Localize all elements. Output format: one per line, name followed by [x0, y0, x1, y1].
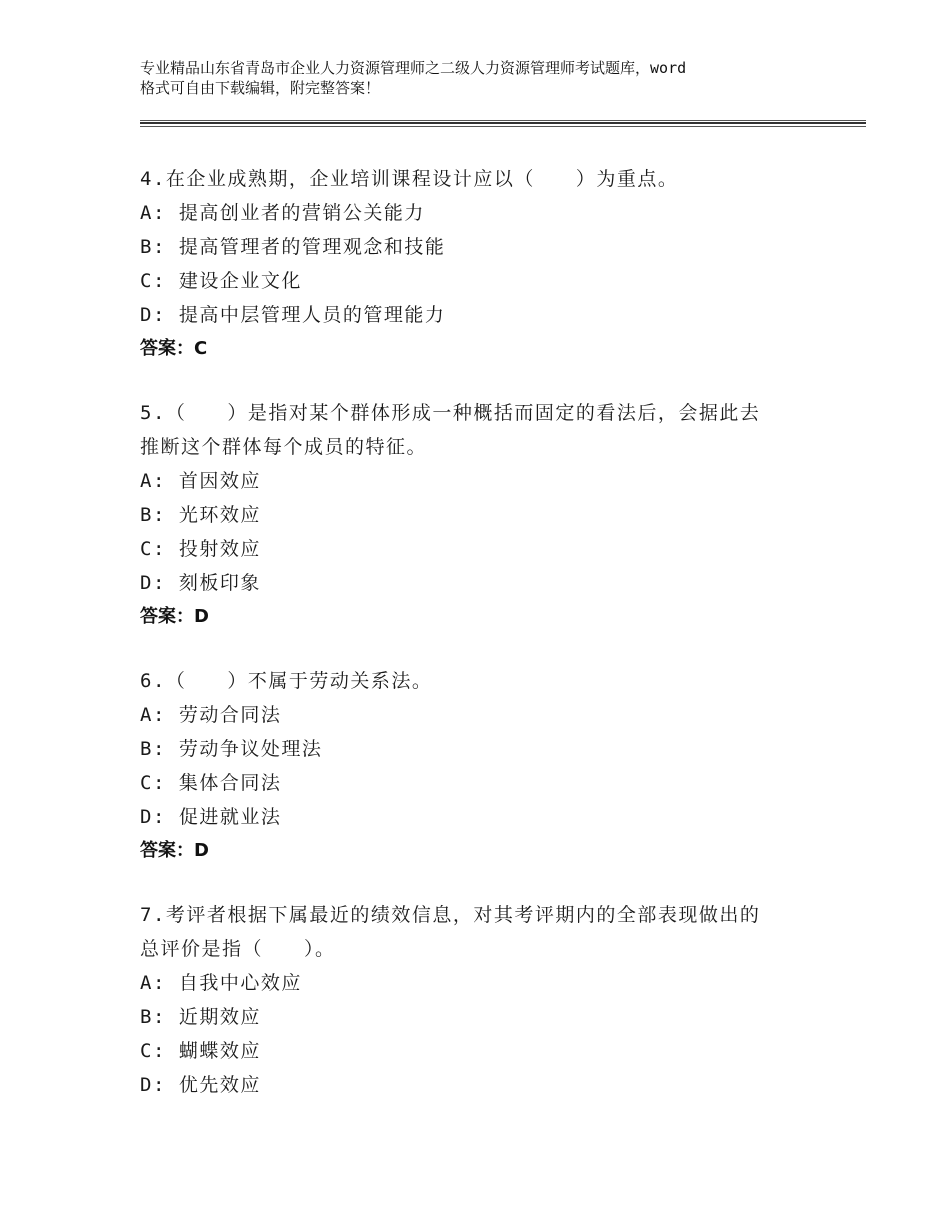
option-d: D: 提高中层管理人员的管理能力 [140, 304, 446, 326]
option-c: C: 集体合同法 [140, 772, 282, 794]
question-stem-continued: 总评价是指（ ）。 [140, 938, 336, 960]
option-a: A: 首因效应 [140, 470, 261, 492]
document-header [140, 58, 840, 98]
option-b: B: 提高管理者的管理观念和技能 [140, 236, 446, 258]
answer-label: 答案：D [140, 840, 209, 861]
option-a: A: 自我中心效应 [140, 972, 302, 994]
header-divider-bottom [140, 126, 866, 127]
header-divider-top [140, 120, 866, 121]
header-line-1: 专业精品山东省青岛市企业人力资源管理师之二级人力资源管理师考试题库，word [140, 59, 687, 77]
question-item [140, 898, 860, 1102]
option-a: A: 劳动合同法 [140, 704, 282, 726]
option-c: C: 投射效应 [140, 538, 261, 560]
question-item [140, 162, 860, 366]
question-stem: 5.（ ）是指对某个群体形成一种概括而固定的看法后，会据此去 [140, 402, 761, 424]
question-stem: 7.考评者根据下属最近的绩效信息，对其考评期内的全部表现做出的 [140, 904, 761, 926]
header-divider-middle [140, 122, 866, 124]
answer-label: 答案：D [140, 606, 209, 627]
option-b: B: 劳动争议处理法 [140, 738, 323, 760]
option-d: D: 优先效应 [140, 1074, 261, 1096]
option-a: A: 提高创业者的营销公关能力 [140, 202, 425, 224]
question-stem: 4.在企业成熟期，企业培训课程设计应以（ ）为重点。 [140, 168, 679, 190]
option-c: C: 建设企业文化 [140, 270, 302, 292]
question-item [140, 664, 860, 868]
header-line-2: 格式可自由下载编辑，附完整答案！ [140, 79, 381, 97]
question-list [140, 162, 860, 1132]
option-d: D: 促进就业法 [140, 806, 282, 828]
question-stem: 6.（ ）不属于劳动关系法。 [140, 670, 433, 692]
answer-label: 答案：C [140, 338, 208, 359]
question-item [140, 396, 860, 634]
option-d: D: 刻板印象 [140, 572, 261, 594]
option-c: C: 蝴蝶效应 [140, 1040, 261, 1062]
option-b: B: 近期效应 [140, 1006, 261, 1028]
question-stem-continued: 推断这个群体每个成员的特征。 [140, 436, 428, 458]
option-b: B: 光环效应 [140, 504, 261, 526]
